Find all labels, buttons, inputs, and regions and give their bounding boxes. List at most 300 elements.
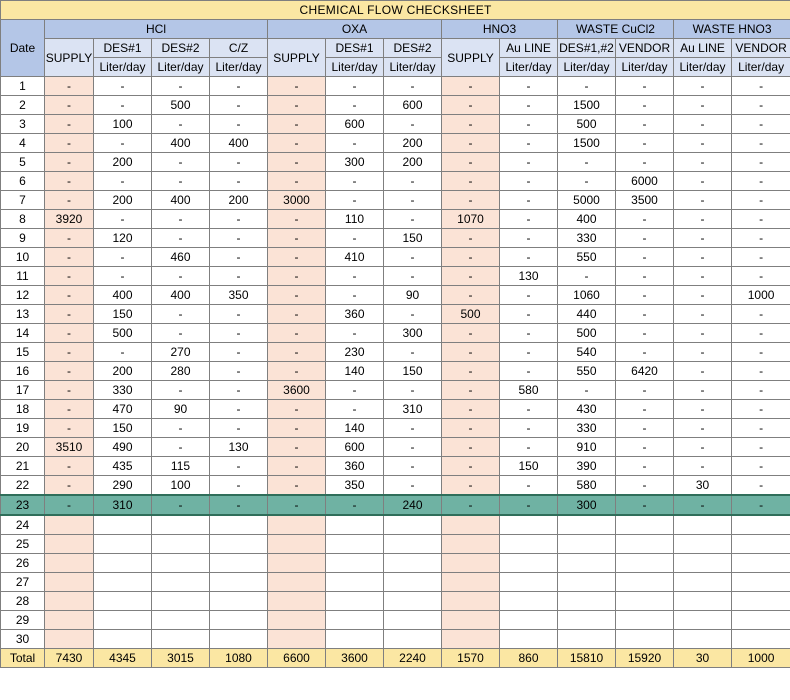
value-cell[interactable]: - [268, 286, 326, 305]
value-cell[interactable]: - [732, 438, 790, 457]
value-cell[interactable]: - [210, 400, 268, 419]
value-cell[interactable]: - [384, 267, 442, 286]
value-cell[interactable] [732, 554, 790, 573]
value-cell[interactable]: 400 [94, 286, 152, 305]
value-cell[interactable] [616, 611, 674, 630]
value-cell[interactable]: - [94, 210, 152, 229]
value-cell[interactable]: - [268, 134, 326, 153]
value-cell[interactable]: 200 [94, 153, 152, 172]
value-cell[interactable]: 130 [210, 438, 268, 457]
value-cell[interactable]: 110 [326, 210, 384, 229]
value-cell[interactable]: 90 [384, 286, 442, 305]
value-cell[interactable]: - [210, 229, 268, 248]
value-cell[interactable]: 200 [94, 191, 152, 210]
value-cell[interactable]: - [152, 115, 210, 134]
value-cell[interactable]: - [674, 210, 732, 229]
value-cell[interactable] [94, 592, 152, 611]
value-cell[interactable]: - [94, 77, 152, 96]
value-cell[interactable] [268, 611, 326, 630]
value-cell[interactable]: 500 [558, 115, 616, 134]
value-cell[interactable] [268, 630, 326, 649]
value-cell[interactable]: 6420 [616, 362, 674, 381]
value-cell[interactable]: - [674, 381, 732, 400]
value-cell[interactable]: - [326, 172, 384, 191]
value-cell[interactable] [384, 630, 442, 649]
value-cell[interactable]: 200 [94, 362, 152, 381]
value-cell[interactable]: - [45, 476, 94, 496]
value-cell[interactable] [442, 630, 500, 649]
value-cell[interactable]: 310 [384, 400, 442, 419]
value-cell[interactable]: - [732, 96, 790, 115]
value-cell[interactable]: 600 [326, 115, 384, 134]
value-cell[interactable]: - [326, 191, 384, 210]
value-cell[interactable]: - [500, 495, 558, 515]
value-cell[interactable] [45, 515, 94, 535]
value-cell[interactable]: - [674, 96, 732, 115]
value-cell[interactable]: 600 [384, 96, 442, 115]
value-cell[interactable]: - [616, 495, 674, 515]
value-cell[interactable] [326, 611, 384, 630]
value-cell[interactable]: - [94, 172, 152, 191]
value-cell[interactable]: - [94, 96, 152, 115]
value-cell[interactable]: 400 [558, 210, 616, 229]
value-cell[interactable]: 280 [152, 362, 210, 381]
value-cell[interactable]: - [210, 495, 268, 515]
value-cell[interactable]: 3500 [616, 191, 674, 210]
value-cell[interactable]: 150 [384, 229, 442, 248]
value-cell[interactable]: - [268, 115, 326, 134]
value-cell[interactable]: - [384, 438, 442, 457]
value-cell[interactable]: - [210, 96, 268, 115]
value-cell[interactable]: - [45, 134, 94, 153]
value-cell[interactable] [326, 554, 384, 573]
value-cell[interactable]: - [500, 400, 558, 419]
value-cell[interactable]: - [616, 286, 674, 305]
value-cell[interactable] [616, 515, 674, 535]
value-cell[interactable]: - [442, 286, 500, 305]
value-cell[interactable]: - [732, 305, 790, 324]
value-cell[interactable]: - [558, 153, 616, 172]
value-cell[interactable]: - [616, 267, 674, 286]
value-cell[interactable]: - [268, 77, 326, 96]
value-cell[interactable]: - [210, 172, 268, 191]
value-cell[interactable]: 150 [94, 419, 152, 438]
value-cell[interactable] [442, 515, 500, 535]
value-cell[interactable]: 270 [152, 343, 210, 362]
value-cell[interactable]: - [442, 229, 500, 248]
value-cell[interactable]: - [152, 305, 210, 324]
value-cell[interactable] [326, 573, 384, 592]
value-cell[interactable]: - [732, 343, 790, 362]
value-cell[interactable]: - [500, 419, 558, 438]
value-cell[interactable]: - [268, 400, 326, 419]
value-cell[interactable]: 400 [152, 286, 210, 305]
value-cell[interactable]: - [442, 77, 500, 96]
value-cell[interactable]: - [45, 229, 94, 248]
value-cell[interactable]: - [500, 229, 558, 248]
value-cell[interactable]: - [45, 400, 94, 419]
value-cell[interactable]: - [732, 210, 790, 229]
value-cell[interactable] [326, 515, 384, 535]
value-cell[interactable]: - [326, 381, 384, 400]
value-cell[interactable]: - [268, 362, 326, 381]
value-cell[interactable]: - [384, 343, 442, 362]
value-cell[interactable]: - [500, 96, 558, 115]
value-cell[interactable]: 3510 [45, 438, 94, 457]
value-cell[interactable]: 120 [94, 229, 152, 248]
value-cell[interactable]: 1500 [558, 96, 616, 115]
value-cell[interactable] [674, 592, 732, 611]
value-cell[interactable]: - [268, 153, 326, 172]
value-cell[interactable]: 290 [94, 476, 152, 496]
value-cell[interactable] [384, 573, 442, 592]
value-cell[interactable] [152, 515, 210, 535]
value-cell[interactable]: - [500, 438, 558, 457]
value-cell[interactable]: 440 [558, 305, 616, 324]
value-cell[interactable]: - [268, 324, 326, 343]
value-cell[interactable]: - [384, 419, 442, 438]
value-cell[interactable]: 580 [558, 476, 616, 496]
value-cell[interactable]: - [674, 115, 732, 134]
value-cell[interactable]: - [210, 324, 268, 343]
value-cell[interactable]: - [616, 324, 674, 343]
value-cell[interactable] [152, 554, 210, 573]
value-cell[interactable] [384, 554, 442, 573]
value-cell[interactable] [616, 592, 674, 611]
value-cell[interactable]: - [442, 381, 500, 400]
value-cell[interactable]: - [558, 77, 616, 96]
value-cell[interactable] [674, 630, 732, 649]
value-cell[interactable]: 430 [558, 400, 616, 419]
value-cell[interactable]: - [500, 115, 558, 134]
value-cell[interactable]: - [616, 419, 674, 438]
value-cell[interactable]: - [152, 153, 210, 172]
value-cell[interactable]: - [326, 267, 384, 286]
value-cell[interactable] [384, 592, 442, 611]
value-cell[interactable]: - [210, 115, 268, 134]
value-cell[interactable]: - [442, 495, 500, 515]
value-cell[interactable]: - [45, 248, 94, 267]
value-cell[interactable] [210, 630, 268, 649]
value-cell[interactable] [45, 630, 94, 649]
value-cell[interactable]: - [500, 343, 558, 362]
value-cell[interactable]: - [152, 495, 210, 515]
value-cell[interactable]: - [732, 191, 790, 210]
value-cell[interactable]: - [152, 229, 210, 248]
value-cell[interactable]: - [616, 248, 674, 267]
value-cell[interactable] [210, 515, 268, 535]
value-cell[interactable] [674, 554, 732, 573]
value-cell[interactable]: - [442, 362, 500, 381]
value-cell[interactable]: 550 [558, 362, 616, 381]
value-cell[interactable]: 390 [558, 457, 616, 476]
value-cell[interactable]: - [616, 115, 674, 134]
value-cell[interactable]: - [45, 343, 94, 362]
value-cell[interactable] [442, 611, 500, 630]
value-cell[interactable]: 410 [326, 248, 384, 267]
value-cell[interactable]: - [152, 172, 210, 191]
value-cell[interactable]: - [732, 248, 790, 267]
value-cell[interactable] [152, 611, 210, 630]
value-cell[interactable]: - [732, 77, 790, 96]
value-cell[interactable]: - [442, 457, 500, 476]
value-cell[interactable] [94, 573, 152, 592]
value-cell[interactable]: - [558, 381, 616, 400]
value-cell[interactable]: - [732, 134, 790, 153]
value-cell[interactable]: 6000 [616, 172, 674, 191]
value-cell[interactable]: - [210, 457, 268, 476]
value-cell[interactable] [500, 630, 558, 649]
value-cell[interactable]: - [268, 96, 326, 115]
value-cell[interactable] [500, 611, 558, 630]
value-cell[interactable]: - [268, 419, 326, 438]
value-cell[interactable] [268, 554, 326, 573]
value-cell[interactable]: - [732, 476, 790, 496]
value-cell[interactable]: - [616, 305, 674, 324]
value-cell[interactable]: 30 [674, 476, 732, 496]
value-cell[interactable]: 1000 [732, 286, 790, 305]
value-cell[interactable]: - [732, 419, 790, 438]
value-cell[interactable]: - [674, 362, 732, 381]
value-cell[interactable] [152, 630, 210, 649]
value-cell[interactable]: - [210, 476, 268, 496]
value-cell[interactable] [94, 554, 152, 573]
value-cell[interactable]: - [45, 286, 94, 305]
value-cell[interactable]: - [45, 305, 94, 324]
value-cell[interactable]: - [732, 324, 790, 343]
value-cell[interactable]: 300 [558, 495, 616, 515]
value-cell[interactable]: - [616, 77, 674, 96]
value-cell[interactable]: 360 [326, 457, 384, 476]
value-cell[interactable]: 470 [94, 400, 152, 419]
value-cell[interactable]: 140 [326, 362, 384, 381]
value-cell[interactable]: 150 [384, 362, 442, 381]
value-cell[interactable]: - [442, 153, 500, 172]
value-cell[interactable]: 130 [500, 267, 558, 286]
value-cell[interactable]: 300 [384, 324, 442, 343]
value-cell[interactable]: - [674, 191, 732, 210]
value-cell[interactable]: - [384, 457, 442, 476]
value-cell[interactable]: - [674, 419, 732, 438]
value-cell[interactable] [210, 611, 268, 630]
value-cell[interactable]: 230 [326, 343, 384, 362]
value-cell[interactable]: - [326, 77, 384, 96]
value-cell[interactable]: - [152, 419, 210, 438]
value-cell[interactable] [94, 611, 152, 630]
value-cell[interactable]: - [45, 324, 94, 343]
value-cell[interactable]: - [210, 419, 268, 438]
value-cell[interactable] [500, 573, 558, 592]
value-cell[interactable]: - [616, 438, 674, 457]
value-cell[interactable]: - [268, 248, 326, 267]
value-cell[interactable] [616, 535, 674, 554]
value-cell[interactable]: - [45, 362, 94, 381]
value-cell[interactable]: - [384, 191, 442, 210]
value-cell[interactable]: - [674, 457, 732, 476]
value-cell[interactable]: - [674, 495, 732, 515]
value-cell[interactable] [732, 515, 790, 535]
value-cell[interactable]: 435 [94, 457, 152, 476]
value-cell[interactable]: - [210, 343, 268, 362]
value-cell[interactable]: 400 [152, 191, 210, 210]
value-cell[interactable] [94, 630, 152, 649]
value-cell[interactable] [442, 592, 500, 611]
value-cell[interactable] [326, 535, 384, 554]
value-cell[interactable]: - [210, 153, 268, 172]
value-cell[interactable]: 100 [94, 115, 152, 134]
value-cell[interactable]: 910 [558, 438, 616, 457]
value-cell[interactable]: - [45, 77, 94, 96]
value-cell[interactable]: 240 [384, 495, 442, 515]
value-cell[interactable]: - [384, 77, 442, 96]
value-cell[interactable]: 500 [152, 96, 210, 115]
value-cell[interactable]: - [94, 267, 152, 286]
value-cell[interactable]: 360 [326, 305, 384, 324]
value-cell[interactable]: - [94, 134, 152, 153]
value-cell[interactable] [152, 573, 210, 592]
value-cell[interactable]: - [442, 324, 500, 343]
value-cell[interactable]: 1500 [558, 134, 616, 153]
value-cell[interactable]: - [616, 229, 674, 248]
value-cell[interactable]: - [732, 400, 790, 419]
value-cell[interactable]: - [500, 153, 558, 172]
value-cell[interactable] [558, 611, 616, 630]
value-cell[interactable]: 90 [152, 400, 210, 419]
value-cell[interactable]: 400 [152, 134, 210, 153]
value-cell[interactable]: 400 [210, 134, 268, 153]
value-cell[interactable]: - [500, 172, 558, 191]
value-cell[interactable]: - [45, 153, 94, 172]
value-cell[interactable]: - [616, 210, 674, 229]
value-cell[interactable]: - [674, 324, 732, 343]
value-cell[interactable]: - [442, 267, 500, 286]
value-cell[interactable]: 500 [442, 305, 500, 324]
value-cell[interactable]: - [45, 115, 94, 134]
value-cell[interactable]: - [268, 438, 326, 457]
value-cell[interactable]: - [45, 419, 94, 438]
value-cell[interactable] [558, 573, 616, 592]
value-cell[interactable]: - [500, 77, 558, 96]
value-cell[interactable] [45, 573, 94, 592]
value-cell[interactable]: - [732, 381, 790, 400]
value-cell[interactable]: - [616, 476, 674, 496]
value-cell[interactable] [45, 535, 94, 554]
value-cell[interactable]: - [326, 495, 384, 515]
value-cell[interactable]: 115 [152, 457, 210, 476]
value-cell[interactable]: - [384, 381, 442, 400]
value-cell[interactable] [558, 515, 616, 535]
value-cell[interactable]: 500 [94, 324, 152, 343]
value-cell[interactable]: 550 [558, 248, 616, 267]
value-cell[interactable]: - [442, 96, 500, 115]
value-cell[interactable]: - [210, 77, 268, 96]
value-cell[interactable]: - [674, 286, 732, 305]
value-cell[interactable]: - [442, 172, 500, 191]
value-cell[interactable]: - [442, 134, 500, 153]
value-cell[interactable] [674, 611, 732, 630]
value-cell[interactable]: - [210, 362, 268, 381]
value-cell[interactable]: - [732, 115, 790, 134]
value-cell[interactable]: - [442, 438, 500, 457]
value-cell[interactable] [210, 554, 268, 573]
value-cell[interactable]: - [442, 191, 500, 210]
value-cell[interactable]: - [500, 305, 558, 324]
value-cell[interactable]: - [616, 381, 674, 400]
value-cell[interactable] [442, 535, 500, 554]
value-cell[interactable]: - [268, 229, 326, 248]
value-cell[interactable] [384, 515, 442, 535]
value-cell[interactable]: - [45, 381, 94, 400]
value-cell[interactable]: - [616, 134, 674, 153]
value-cell[interactable]: - [732, 457, 790, 476]
value-cell[interactable] [442, 573, 500, 592]
value-cell[interactable]: - [326, 400, 384, 419]
value-cell[interactable] [268, 592, 326, 611]
value-cell[interactable] [500, 592, 558, 611]
value-cell[interactable] [732, 611, 790, 630]
value-cell[interactable]: 200 [384, 134, 442, 153]
value-cell[interactable]: 100 [152, 476, 210, 496]
value-cell[interactable]: 3920 [45, 210, 94, 229]
value-cell[interactable]: - [500, 286, 558, 305]
value-cell[interactable]: 490 [94, 438, 152, 457]
value-cell[interactable]: - [384, 305, 442, 324]
value-cell[interactable]: 150 [500, 457, 558, 476]
value-cell[interactable]: - [500, 476, 558, 496]
value-cell[interactable]: - [674, 267, 732, 286]
value-cell[interactable]: 330 [558, 229, 616, 248]
value-cell[interactable]: 200 [384, 153, 442, 172]
value-cell[interactable] [45, 592, 94, 611]
value-cell[interactable]: - [210, 267, 268, 286]
value-cell[interactable]: - [616, 153, 674, 172]
value-cell[interactable] [732, 573, 790, 592]
value-cell[interactable]: - [442, 115, 500, 134]
value-cell[interactable]: - [45, 172, 94, 191]
value-cell[interactable]: - [210, 305, 268, 324]
value-cell[interactable]: - [384, 115, 442, 134]
value-cell[interactable] [732, 592, 790, 611]
value-cell[interactable]: - [268, 476, 326, 496]
value-cell[interactable]: - [442, 419, 500, 438]
value-cell[interactable]: 1070 [442, 210, 500, 229]
value-cell[interactable]: - [210, 248, 268, 267]
value-cell[interactable]: - [45, 495, 94, 515]
value-cell[interactable]: - [616, 457, 674, 476]
value-cell[interactable]: 600 [326, 438, 384, 457]
value-cell[interactable] [674, 535, 732, 554]
value-cell[interactable]: - [268, 305, 326, 324]
value-cell[interactable]: - [732, 362, 790, 381]
value-cell[interactable]: - [674, 400, 732, 419]
value-cell[interactable]: 140 [326, 419, 384, 438]
value-cell[interactable]: - [674, 343, 732, 362]
value-cell[interactable] [210, 535, 268, 554]
value-cell[interactable]: 310 [94, 495, 152, 515]
value-cell[interactable] [558, 592, 616, 611]
value-cell[interactable]: - [558, 267, 616, 286]
value-cell[interactable]: - [732, 267, 790, 286]
value-cell[interactable]: - [674, 153, 732, 172]
value-cell[interactable]: 150 [94, 305, 152, 324]
value-cell[interactable] [326, 630, 384, 649]
value-cell[interactable]: 580 [500, 381, 558, 400]
value-cell[interactable] [500, 554, 558, 573]
value-cell[interactable]: - [674, 229, 732, 248]
value-cell[interactable] [616, 630, 674, 649]
value-cell[interactable]: 350 [210, 286, 268, 305]
value-cell[interactable] [500, 535, 558, 554]
